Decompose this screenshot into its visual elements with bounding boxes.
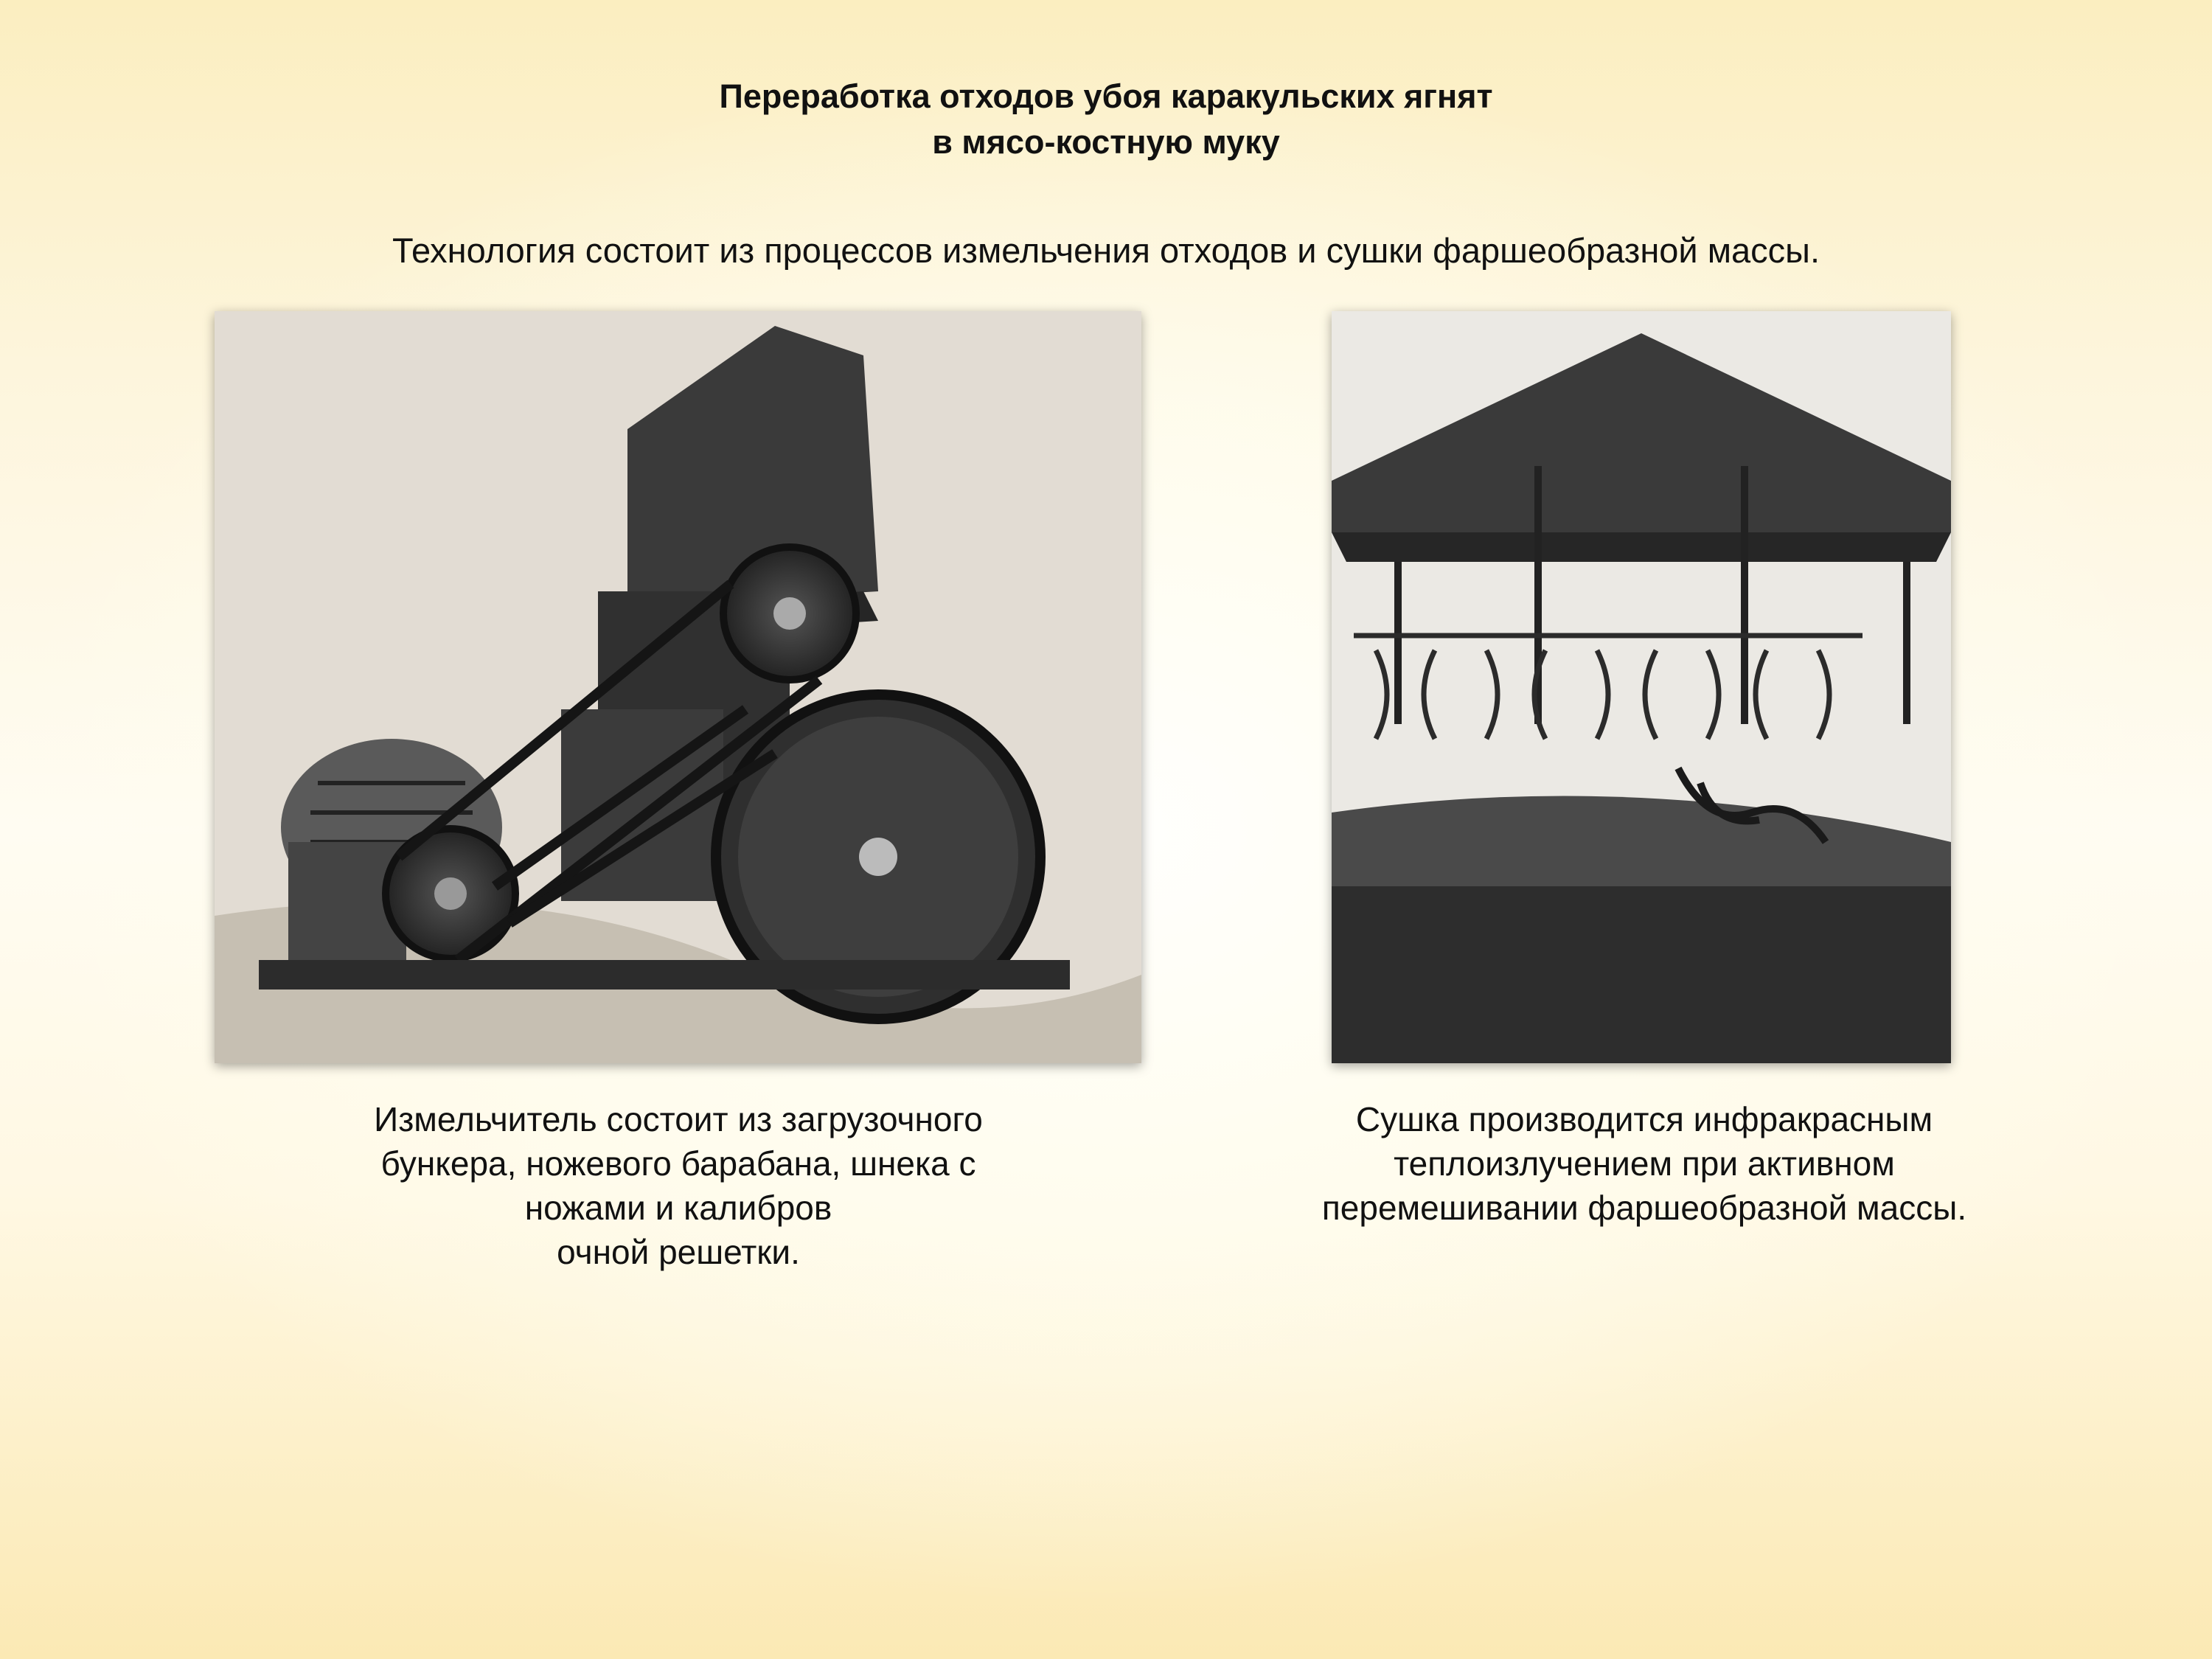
caption-line: очной решетки.: [557, 1233, 800, 1271]
caption-line: Сушка производится инфракрасным: [1355, 1100, 1933, 1138]
shredder-photo: [215, 311, 1141, 1063]
intro-text: Технология состоит из процессов измельчения отходов и сушки фаршеобразной массы.: [392, 231, 1820, 270]
caption-line: ножами и калибров: [524, 1189, 832, 1227]
dryer-photo: [1332, 311, 1951, 1063]
caption-line: бункера, ножевого барабана, шнека с: [380, 1144, 976, 1183]
infrared-dryer-image: [1332, 311, 1951, 1063]
title-line-2: в мясо-костную муку: [932, 123, 1280, 161]
shredder-caption: [251, 1097, 1106, 1274]
caption-line: теплоизлучением при активном: [1394, 1144, 1895, 1183]
caption-line: Измельчитель состоит из загрузочного: [374, 1100, 983, 1138]
shredder-machine-image: [215, 311, 1141, 1063]
caption-line: перемешивании фаршеобразной массы.: [1321, 1189, 1967, 1227]
page-title: [0, 74, 2212, 165]
title-line-1: Переработка отходов убоя каракульских ягнят: [719, 77, 1493, 115]
dryer-caption: [1180, 1097, 2109, 1230]
